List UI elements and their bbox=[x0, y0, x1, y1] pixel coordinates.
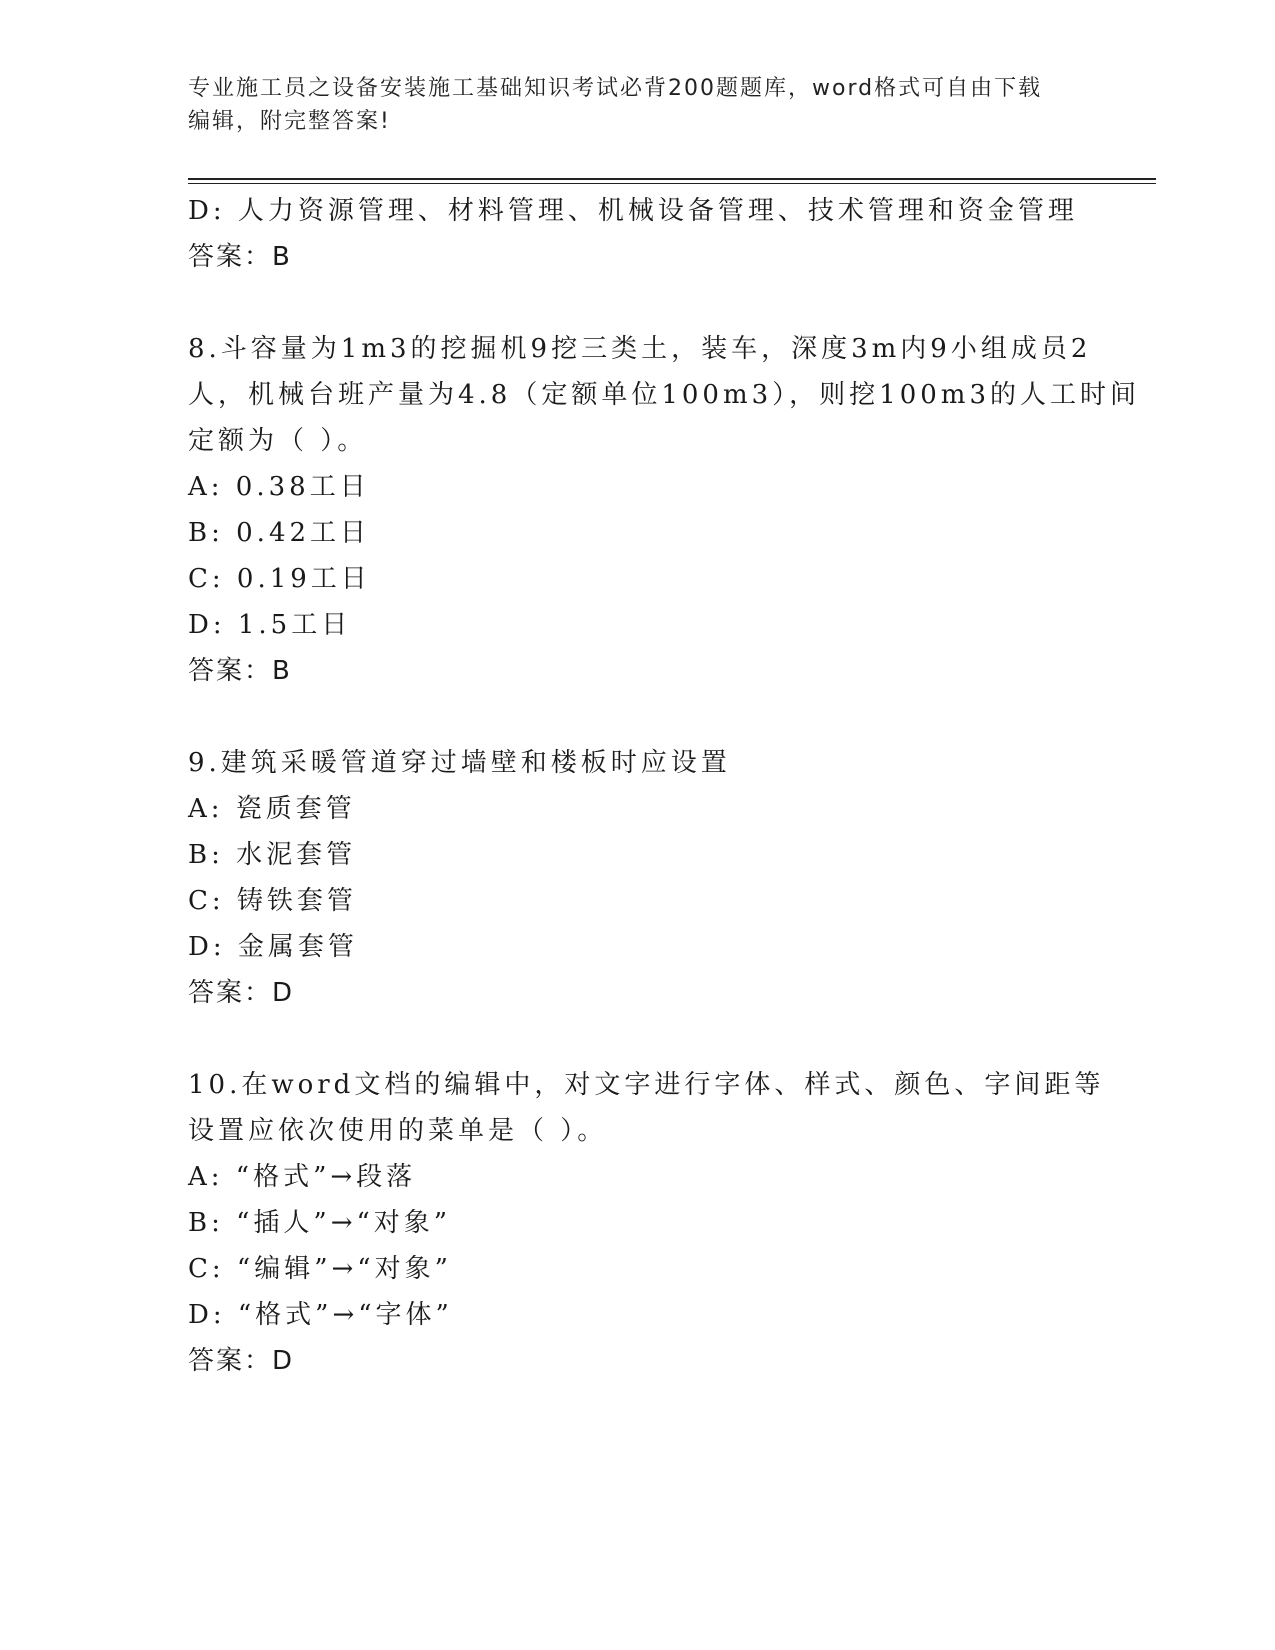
q8-stem-line-1: 8.斗容量为1m3的挖掘机9挖三类土，装车，深度3m内9小组成员2 bbox=[188, 334, 1092, 364]
q10-option-a: A: “格式”→段落 bbox=[188, 1162, 417, 1192]
header-line-2: 编辑，附完整答案! bbox=[188, 109, 391, 134]
header-rule-thick bbox=[188, 178, 1156, 180]
spacer bbox=[188, 280, 1088, 326]
document-header bbox=[188, 72, 1068, 138]
q7-answer: 答案：B bbox=[188, 242, 292, 272]
q9-answer: 答案：D bbox=[188, 978, 295, 1008]
q7-option-d: D: 人力资源管理、材料管理、机械设备管理、技术管理和资金管理 bbox=[188, 196, 1078, 226]
q8-option-d: D: 1.5工日 bbox=[188, 610, 352, 640]
q9-option-d: D: 金属套管 bbox=[188, 932, 358, 962]
q9-stem-line-1: 9.建筑采暖管道穿过墙壁和楼板时应设置 bbox=[188, 748, 731, 778]
q10-stem-line-1: 10.在word文档的编辑中，对文字进行字体、样式、颜色、字间距等 bbox=[188, 1070, 1105, 1100]
q8-answer: 答案：B bbox=[188, 656, 292, 686]
q10-option-b: B: “插人”→“对象” bbox=[188, 1208, 452, 1238]
q10-stem-line-2: 设置应依次使用的菜单是（ ）。 bbox=[188, 1116, 608, 1146]
q9-option-c: C: 铸铁套管 bbox=[188, 886, 357, 916]
spacer bbox=[188, 1016, 1088, 1062]
document-body bbox=[188, 188, 1140, 1384]
header-line-1: 专业施工员之设备安装施工基础知识考试必背200题题库，word格式可自由下载 bbox=[188, 76, 1043, 101]
header-rule-thin bbox=[188, 183, 1156, 184]
q8-option-b: B: 0.42工日 bbox=[188, 518, 371, 548]
q8-stem-line-3: 定额为（ ）。 bbox=[188, 426, 368, 456]
q8-stem-line-2: 人，机械台班产量为4.8（定额单位100m3），则挖100m3的人工时间 bbox=[188, 380, 1140, 410]
q10-answer: 答案：D bbox=[188, 1346, 295, 1376]
spacer bbox=[188, 694, 1088, 740]
q10-option-d: D: “格式”→“字体” bbox=[188, 1300, 453, 1330]
q9-option-b: B: 水泥套管 bbox=[188, 840, 357, 870]
q10-option-c: C: “编辑”→“对象” bbox=[188, 1254, 452, 1284]
q8-option-a: A: 0.38工日 bbox=[188, 472, 370, 502]
q9-option-a: A: 瓷质套管 bbox=[188, 794, 356, 824]
q8-option-c: C: 0.19工日 bbox=[188, 564, 371, 594]
